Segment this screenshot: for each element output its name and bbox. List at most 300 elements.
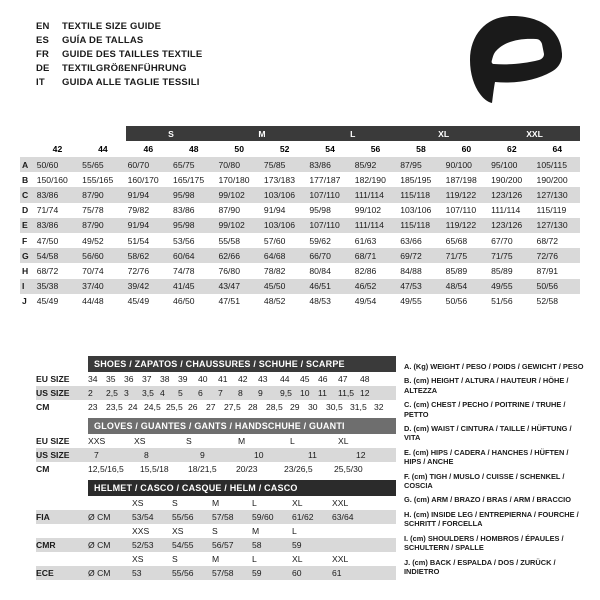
table-row — [20, 248, 580, 263]
cell: 87/90 — [82, 189, 104, 200]
letter-band-row — [20, 126, 580, 141]
cell: 39/42 — [127, 281, 150, 292]
cell: 119/122 — [445, 220, 477, 231]
cell: 72/76 — [536, 250, 559, 261]
size-header: XXL — [332, 553, 349, 564]
size-header: M — [252, 525, 260, 536]
language-row — [36, 20, 366, 34]
cell: 91/94 — [127, 220, 150, 231]
size-header: 56 — [370, 144, 381, 154]
cell: 47 — [338, 373, 348, 384]
language-row — [36, 48, 366, 62]
cell: 103/106 — [400, 205, 432, 216]
helmet-fia-size-row — [36, 496, 396, 510]
cell: 31,5 — [350, 401, 367, 412]
cell: 115/119 — [536, 205, 567, 216]
cell: 46 — [318, 373, 328, 384]
cell: 56/57 — [212, 539, 234, 550]
shoes-cm-row — [36, 400, 396, 414]
table-row — [20, 233, 580, 248]
band-l: L — [307, 126, 398, 141]
cell: 53 — [132, 567, 142, 578]
cell: 49/55 — [491, 281, 513, 292]
cell: 48/53 — [309, 296, 331, 307]
cell: 65/68 — [445, 235, 468, 246]
cell: 5 — [178, 387, 183, 398]
cell: 55/65 — [82, 159, 104, 170]
cell: XS — [134, 435, 146, 446]
language-code: DE — [36, 63, 50, 74]
cell: 79/82 — [127, 205, 150, 216]
size-header: 60 — [461, 144, 472, 154]
cell: 87/91 — [536, 265, 559, 276]
cell: 57/58 — [212, 511, 234, 522]
cell: 177/187 — [309, 174, 341, 185]
language-title: TEXTILE SIZE GUIDE — [62, 21, 162, 32]
language-title: GUÍA DE TALLAS — [62, 35, 144, 46]
cell: 55/56 — [172, 567, 194, 578]
legend-item: I. (cm) SHOULDERS / HOMBROS / ÉPAULES / SCHULTERN / SPALLE — [404, 533, 564, 553]
gloves-eu-row — [36, 434, 396, 448]
cell: 63/64 — [332, 511, 354, 522]
language-title: GUIDA ALLE TAGLIE TESSILI — [62, 77, 200, 88]
size-header: S — [172, 553, 178, 564]
cell: 36 — [124, 373, 134, 384]
cell: 91/94 — [263, 205, 286, 216]
size-header: L — [252, 497, 257, 508]
lower-tables — [36, 356, 396, 580]
cell: 115/118 — [400, 189, 431, 200]
cell: 32 — [374, 401, 384, 412]
legend-item: A. (Kg) WEIGHT / PESO / POIDS / GEWICHT / PESO — [404, 362, 584, 371]
cell: 37 — [142, 373, 152, 384]
cell: 99/102 — [218, 189, 245, 200]
table-row — [20, 218, 580, 233]
row-label: CM — [36, 463, 50, 474]
unit: Ø CM — [88, 511, 111, 522]
helmet-section-title: HELMET / CASCO / CASQUE / HELM / CASCO — [88, 480, 396, 496]
cell: 54/58 — [36, 250, 59, 261]
table-row — [20, 279, 580, 294]
cell: S — [186, 435, 192, 446]
cell: 55/58 — [218, 235, 240, 246]
cell: 59 — [292, 539, 302, 550]
cell: 85/89 — [491, 265, 513, 276]
cell: 52/58 — [536, 296, 559, 307]
cell: 47/51 — [218, 296, 240, 307]
cell: 75/85 — [263, 159, 286, 170]
cell: 60 — [292, 567, 302, 578]
row-key: G — [22, 250, 29, 261]
cell: 11,5 — [338, 387, 355, 398]
cell: 26 — [188, 401, 198, 412]
cell: 56/60 — [82, 250, 104, 261]
cell: 123/126 — [491, 189, 523, 200]
cell: 48/54 — [445, 281, 468, 292]
cell: 87/90 — [82, 220, 104, 231]
language-code: ES — [36, 35, 50, 46]
cell: 23,5 — [106, 401, 123, 412]
band-s: S — [126, 126, 217, 141]
cell: 70/80 — [218, 159, 240, 170]
cell: 23 — [88, 401, 98, 412]
cell: 105/115 — [536, 159, 567, 170]
cell: 52/53 — [132, 539, 154, 550]
table-row — [20, 203, 580, 218]
cell: 57/58 — [212, 567, 234, 578]
cell: 2,5 — [106, 387, 118, 398]
cell: 185/195 — [400, 174, 432, 185]
cell: 45/49 — [36, 296, 59, 307]
size-header: XS — [132, 497, 144, 508]
cell: 58/62 — [127, 250, 150, 261]
cell: 95/98 — [309, 205, 331, 216]
cell: 107/110 — [309, 220, 340, 231]
size-header: 50 — [234, 144, 244, 154]
legend — [404, 362, 586, 581]
cell: 43 — [258, 373, 268, 384]
cell: 68/72 — [36, 265, 59, 276]
cell: 38 — [160, 373, 170, 384]
cell: 15,5/18 — [140, 463, 169, 474]
cell: 66/70 — [309, 250, 331, 261]
cell: 35 — [106, 373, 116, 384]
cell: 84/88 — [400, 265, 422, 276]
row-label: ECE — [36, 567, 54, 578]
size-header: 48 — [188, 144, 199, 154]
cell: 95/98 — [173, 189, 195, 200]
row-key: F — [22, 235, 28, 246]
cell: 3 — [124, 387, 129, 398]
cell: 30 — [308, 401, 318, 412]
cell: 87/95 — [400, 159, 422, 170]
cell: 82/86 — [354, 265, 377, 276]
row-key: I — [22, 281, 25, 292]
cell: 7 — [218, 387, 223, 398]
size-header: L — [292, 525, 297, 536]
size-header: XL — [292, 497, 303, 508]
cell: 127/130 — [536, 220, 568, 231]
cell: 119/122 — [445, 189, 477, 200]
gloves-section-title: GLOVES / GUANTES / GANTS / HANDSCHUHE / GUANTI — [88, 418, 396, 434]
cell: 10 — [300, 387, 310, 398]
cell: 42 — [238, 373, 248, 384]
cell: 11 — [308, 449, 317, 460]
cell: 28,5 — [266, 401, 283, 412]
cell: L — [290, 435, 295, 446]
cell: 68/72 — [536, 235, 559, 246]
cell: 60/70 — [127, 159, 150, 170]
cell: 50/60 — [36, 159, 59, 170]
cell: 2 — [88, 387, 93, 398]
cell: 30,5 — [326, 401, 343, 412]
size-header: M — [212, 553, 220, 564]
cell: 58 — [252, 539, 262, 550]
cell: 51/56 — [491, 296, 513, 307]
size-header: S — [212, 525, 218, 536]
cell: 44 — [280, 373, 290, 384]
cell: 8 — [238, 387, 243, 398]
table-row — [20, 294, 580, 309]
helmet-ece-size-row — [36, 552, 396, 566]
cell: 41 — [218, 373, 228, 384]
size-header: 52 — [279, 144, 290, 154]
cell: 23/26,5 — [284, 463, 313, 474]
cell: 99/102 — [354, 205, 382, 216]
row-label: CMR — [36, 539, 56, 550]
cell: 64/68 — [263, 250, 286, 261]
gloves-cm-row — [36, 462, 396, 476]
helmet-ece-row — [36, 566, 396, 580]
cell: 27,5 — [224, 401, 241, 412]
cell: 10 — [254, 449, 264, 460]
cell: 74/78 — [173, 265, 195, 276]
cell: 57/60 — [263, 235, 286, 246]
cell: 85/92 — [354, 159, 377, 170]
table-row — [20, 263, 580, 278]
legend-item: D. (cm) WAIST / CINTURA / TAILLE / HÜFTUNG / VITA — [404, 424, 572, 443]
shoes-eu-row — [36, 372, 396, 386]
cell: 99/102 — [218, 220, 245, 231]
cell: 71/75 — [491, 250, 513, 261]
cell: 35/38 — [36, 281, 59, 292]
legend-item: H. (cm) INSIDE LEG / ENTREPIERNA / FOURCHE / SCHRITT / FORCELLA — [404, 509, 579, 529]
helmet-cmr-row — [36, 538, 396, 552]
cell: 61 — [332, 567, 342, 578]
row-key: A — [22, 159, 29, 170]
cell: 37/40 — [82, 281, 104, 292]
cell: 40 — [198, 373, 208, 384]
cell: 59/60 — [252, 511, 274, 522]
band-xxl: XXL — [489, 126, 580, 141]
cell: 63/66 — [400, 235, 422, 246]
cell: 25,5 — [166, 401, 183, 412]
row-key: E — [22, 220, 28, 231]
cell: 41/45 — [173, 281, 195, 292]
cell: 12 — [360, 387, 370, 398]
cell: 59 — [252, 567, 262, 578]
row-label: FIA — [36, 511, 50, 522]
cell: 53/54 — [132, 511, 154, 522]
cell: 24,5 — [144, 401, 161, 412]
row-label: EU SIZE — [36, 373, 70, 384]
language-row — [36, 34, 366, 48]
cell: 85/89 — [445, 265, 468, 276]
cell: 78/82 — [263, 265, 286, 276]
cell: 45/50 — [263, 281, 286, 292]
cell: 75/78 — [82, 205, 104, 216]
cell: 12 — [356, 449, 366, 460]
cell: 83/86 — [173, 205, 195, 216]
legend-item: C. (cm) CHEST / PECHO / POITRINE / TRUHE / PETTO — [404, 400, 566, 419]
cell: 62/66 — [218, 250, 240, 261]
cell: 111/114 — [491, 205, 521, 216]
cell: 47/53 — [400, 281, 422, 292]
cell: 103/106 — [263, 220, 295, 231]
size-header: L — [252, 553, 257, 564]
language-title: GUIDE DES TAILLES TEXTILE — [62, 49, 203, 60]
legend-item: J. (cm) BACK / ESPALDA / DOS / ZURÜCK / INDIETRO — [404, 557, 556, 576]
cell: 70/74 — [82, 265, 104, 276]
cell: 187/198 — [445, 174, 477, 185]
unit: Ø CM — [88, 539, 111, 550]
size-header: 46 — [143, 144, 154, 154]
cell: 71/74 — [36, 205, 59, 216]
row-key: B — [22, 174, 29, 185]
band-m: M — [216, 126, 307, 141]
cell: 12,5/16,5 — [88, 463, 124, 474]
cell: 68/71 — [354, 250, 377, 261]
cell: 49/52 — [82, 235, 104, 246]
cell: 27 — [206, 401, 216, 412]
cell: 69/72 — [400, 250, 422, 261]
language-code: IT — [36, 77, 45, 88]
cell: 65/75 — [173, 159, 195, 170]
language-row — [36, 62, 366, 76]
size-header: S — [172, 497, 178, 508]
cell: 91/94 — [127, 189, 150, 200]
helmet-icon — [462, 14, 562, 106]
cell: 83/86 — [309, 159, 331, 170]
cell: 87/90 — [218, 205, 240, 216]
cell: 115/118 — [400, 220, 431, 231]
cell: 48/52 — [263, 296, 286, 307]
cell: 123/126 — [491, 220, 523, 231]
cell: 155/165 — [82, 174, 114, 185]
shoes-us-row — [36, 386, 396, 400]
cell: 90/100 — [445, 159, 472, 170]
row-key: J — [22, 296, 27, 307]
cell: 182/190 — [354, 174, 386, 185]
cell: 160/170 — [127, 174, 159, 185]
cell: 49/55 — [400, 296, 422, 307]
cell: 173/183 — [263, 174, 295, 185]
table-row — [20, 172, 580, 187]
language-code: FR — [36, 49, 50, 60]
cell: 9 — [200, 449, 205, 460]
cell: 4 — [160, 387, 165, 398]
size-header: XS — [172, 525, 184, 536]
size-header: XS — [132, 553, 144, 564]
helmet-cmr-size-row — [36, 524, 396, 538]
helmet-fia-row — [36, 510, 396, 524]
cell: 50/56 — [445, 296, 468, 307]
cell: XL — [338, 435, 349, 446]
cell: 107/110 — [309, 189, 340, 200]
size-header: XXL — [332, 497, 349, 508]
size-header: 42 — [52, 144, 63, 154]
cell: 7 — [94, 449, 99, 460]
cell: 28 — [248, 401, 258, 412]
cell: 53/56 — [173, 235, 195, 246]
cell: 9 — [258, 387, 263, 398]
table-row — [20, 187, 580, 202]
cell: 29 — [290, 401, 300, 412]
cell: 49/54 — [354, 296, 377, 307]
cell: 46/52 — [354, 281, 377, 292]
cell: 165/175 — [173, 174, 205, 185]
legend-item: E. (cm) HIPS / CADERA / HANCHES / HÜFTEN / HIPS / ANCHE — [404, 447, 569, 467]
cell: 45 — [300, 373, 310, 384]
language-header — [36, 20, 366, 90]
cell: 60/64 — [173, 250, 195, 261]
size-header: XL — [292, 553, 303, 564]
row-key: C — [22, 189, 29, 200]
cell: 67/70 — [491, 235, 513, 246]
cell: 25,5/30 — [334, 463, 363, 474]
cell: 76/80 — [218, 265, 240, 276]
cell: 3,5 — [142, 387, 154, 398]
size-header: 54 — [325, 144, 335, 154]
language-code: EN — [36, 21, 50, 32]
cell: 8 — [144, 449, 149, 460]
legend-item: F. (cm) TIGH / MUSLO / CUISSE / SCHENKEL / COSCIA — [404, 471, 565, 491]
cell: 107/110 — [445, 205, 477, 216]
cell: 54/55 — [172, 539, 194, 550]
cell: 80/84 — [309, 265, 331, 276]
cell: 34 — [88, 373, 98, 384]
cell: 111/114 — [354, 220, 384, 231]
language-title: TEXTILGRÖßENFÜHRUNG — [62, 63, 187, 74]
size-header: 62 — [507, 144, 517, 154]
language-row — [36, 76, 366, 90]
cell: 83/86 — [36, 220, 59, 231]
size-header: 64 — [552, 144, 563, 154]
cell: 61/62 — [292, 511, 314, 522]
cell: 11 — [318, 387, 327, 398]
gloves-us-row — [36, 448, 396, 462]
measurements-table — [20, 126, 580, 309]
cell: 111/114 — [354, 189, 384, 200]
row-key: D — [22, 205, 29, 216]
row-key: H — [22, 265, 29, 276]
table-row — [20, 157, 580, 172]
cell: 95/98 — [173, 220, 195, 231]
cell: 51/54 — [127, 235, 150, 246]
cell: 103/106 — [263, 189, 295, 200]
cell: 24 — [128, 401, 138, 412]
cell: 44/48 — [82, 296, 104, 307]
cell: 18/21,5 — [188, 463, 217, 474]
cell: 71/75 — [445, 250, 468, 261]
shoes-section-title: SHOES / ZAPATOS / CHAUSSURES / SCHUHE / SCARPE — [88, 356, 396, 372]
cell: 83/86 — [36, 189, 59, 200]
cell: M — [238, 435, 246, 446]
cell: 170/180 — [218, 174, 250, 185]
cell: 48 — [360, 373, 370, 384]
unit: Ø CM — [88, 567, 111, 578]
cell: 6 — [198, 387, 203, 398]
cell: 9,5 — [280, 387, 292, 398]
cell: 47/50 — [36, 235, 59, 246]
cell: 46/50 — [173, 296, 195, 307]
legend-item: B. (cm) HEIGHT / ALTURA / HAUTEUR / HÖHE / ALTEZZA — [404, 376, 569, 395]
row-label: EU SIZE — [36, 435, 70, 446]
cell: 59/62 — [309, 235, 331, 246]
legend-item: G. (cm) ARM / BRAZO / BRAS / ARM / BRACCIO — [404, 495, 571, 505]
size-header: XXS — [132, 525, 150, 536]
row-label: US SIZE — [36, 387, 70, 398]
cell: 72/76 — [127, 265, 150, 276]
cell: 95/100 — [491, 159, 518, 170]
row-label: US SIZE — [36, 449, 70, 460]
size-header: 58 — [416, 144, 426, 154]
cell: 46/51 — [309, 281, 331, 292]
band-xl: XL — [398, 126, 489, 141]
cell: 190/200 — [491, 174, 523, 185]
numeric-header-row — [20, 141, 580, 157]
cell: 45/49 — [127, 296, 150, 307]
